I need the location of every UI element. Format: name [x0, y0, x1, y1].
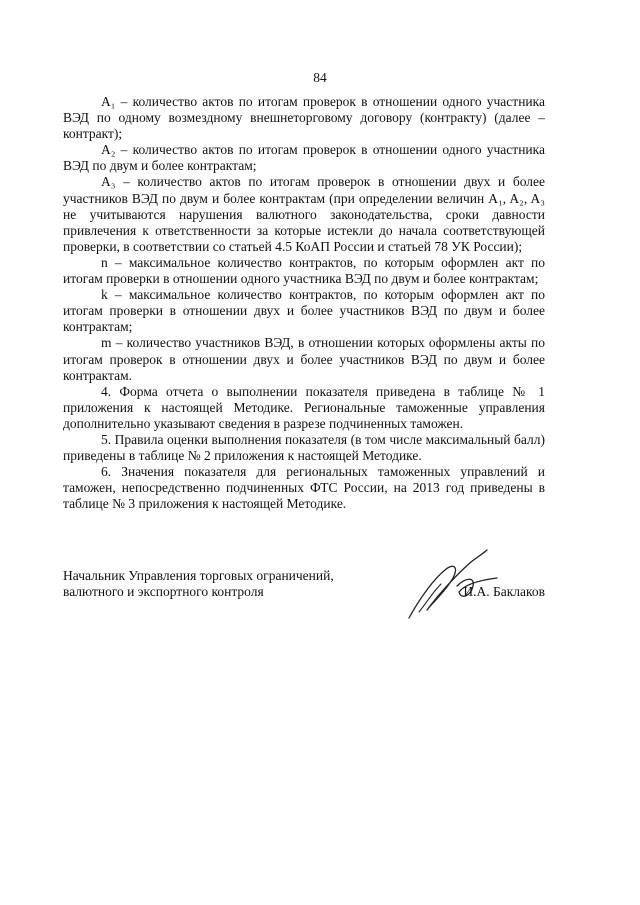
paragraph-item-6: 6. Значения показателя для региональных таможенных управлений и таможен, непосредственно подчиненных ФТС России, на 2013 год приведены в таблице № 3 приложения к настоящей Методике.	[63, 464, 545, 512]
signature-block	[63, 568, 545, 638]
signatory-title: Начальник Управления торговых ограничений, валютного и экспортного контроля	[63, 568, 334, 600]
page-number: 84	[313, 70, 327, 85]
paragraph-a2-definition: A₂ – количество актов по итогам проверок в отношении одного участника ВЭД по двум и более контрактам;	[63, 142, 545, 174]
paragraph-a3-definition: A₃ – количество актов по итогам проверок в отношении двух и более участников ВЭД по двум и более контрактам (при определении величин A₁, A₂, A₃ не учитываются нарушения валютного законодательства, сроки давности привлечения к ответственности за которые истекли до начала соответствующей проверки, в соответствии со статьей 4.5 КоАП России и статьей 78 УК России);	[63, 174, 545, 254]
paragraph-k-definition: k – максимальное количество контрактов, по которым оформлен акт по итогам проверки в отношении двух и более участников ВЭД по двум и более контрактам;	[63, 287, 545, 335]
paragraph-item-4: 4. Форма отчета о выполнении показателя приведена в таблице № 1 приложения к настоящей Методике. Региональные таможенные управления дополнительно указывают сведения в разрезе подчиненных таможен.	[63, 383, 545, 431]
signatory-name: И.А. Баклаков	[463, 584, 545, 599]
document-body	[63, 94, 545, 512]
paragraph-a1-definition: A₁ – количество актов по итогам проверок в отношении одного участника ВЭД по одному возмездному внешнеторговому договору (контракту) (далее – контракт);	[63, 94, 545, 142]
paragraph-n-definition: n – максимальное количество контрактов, по которым оформлен акт по итогам проверки в отношении одного участника ВЭД по двум и более контрактам;	[63, 254, 545, 287]
paragraph-m-definition: m – количество участников ВЭД, в отношении которых оформлены акты по итогам проверок в отношении двух и более участников ВЭД по двум и более контрактам.	[63, 335, 545, 383]
paragraph-item-5: 5. Правила оценки выполнения показателя (в том числе максимальный балл) приведены в таблице № 2 приложения к настоящей Методике.	[63, 431, 545, 464]
